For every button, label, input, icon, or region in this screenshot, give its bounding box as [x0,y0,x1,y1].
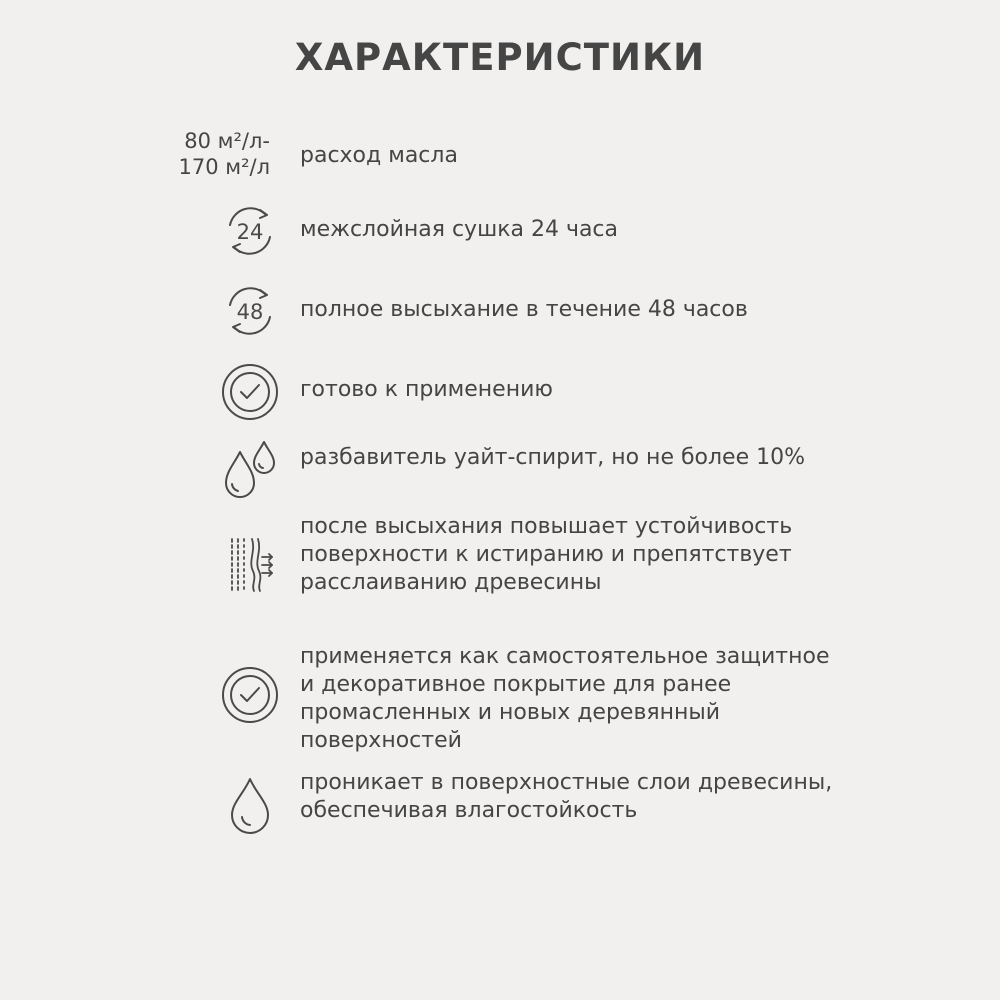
cycle-48-label: 48 [236,300,264,324]
feature-text: готово к применению [300,377,553,402]
cycle-48-icon [220,281,280,341]
feature-text: после высыхания повышает устойчивость поверхности к истиранию и препятствует расслаиванию древесины [300,514,793,595]
feature-text: разбавитель уайт-спирит, но не более 10% [300,445,806,470]
feature-text: расход масла [300,143,458,168]
consumption-rate [170,128,270,180]
wood-fibers-icon [220,535,280,595]
consumption-rate-min: 80 м²/л- [184,129,270,153]
feature-text: проникает в поверхностные слои древесины, обеспечивая влагостойкость [300,770,833,823]
feature-text: полное высыхание в течение 48 часов [300,297,748,322]
page-title: ХАРАКТЕРИСТИКИ [294,36,706,79]
check-circle-icon [220,665,280,725]
cycle-24-icon [220,201,280,261]
cycle-24-label: 24 [236,220,264,244]
consumption-rate-max: 170 м²/л [178,155,270,179]
feature-text: применяется как самостоятельное защитное и декоративное покрытие для ранее промасленных и новых деревянный поверхностей [300,644,830,753]
feature-text: межслойная сушка 24 часа [300,217,619,242]
drop-icon [220,775,280,835]
two-drops-icon [220,440,280,500]
check-circle-icon [220,362,280,422]
